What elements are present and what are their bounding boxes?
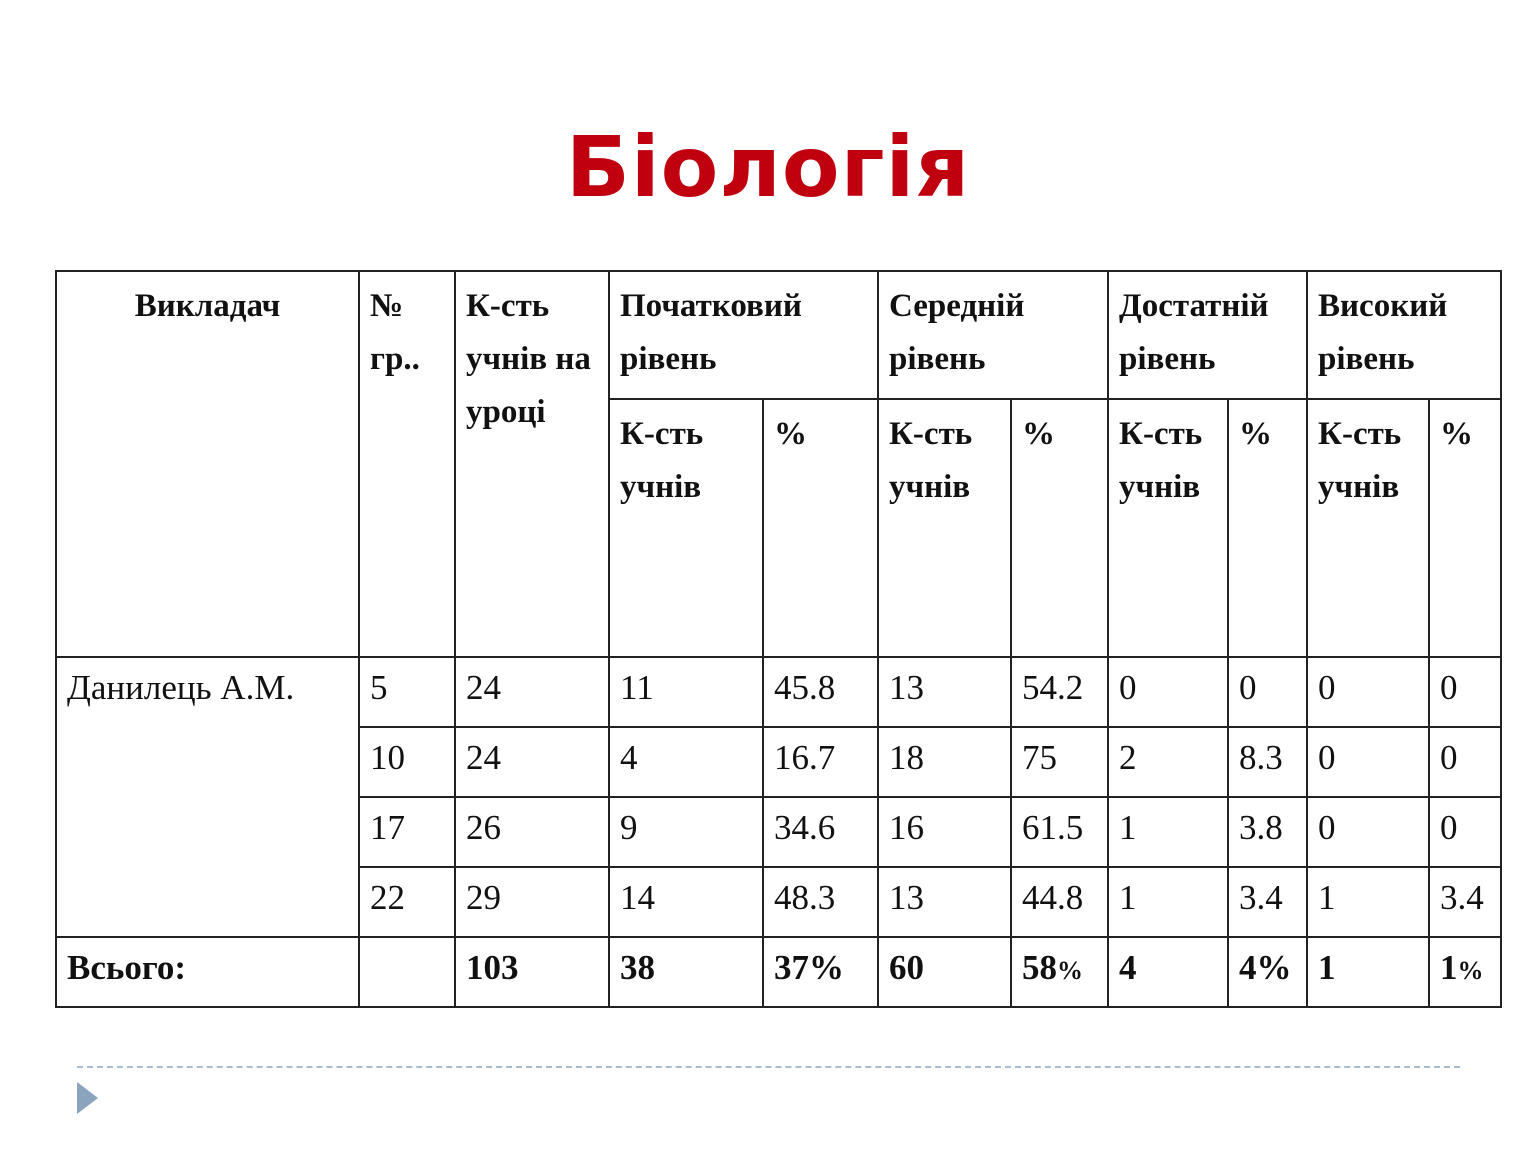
total-label: Всього:	[56, 937, 359, 1007]
value-cell: 16	[878, 797, 1011, 867]
value-cell: 13	[878, 657, 1011, 727]
value-cell: 9	[609, 797, 763, 867]
total-value: 58	[1022, 948, 1057, 987]
total-pct-sign: %	[1057, 956, 1083, 985]
value-cell: 54.2	[1011, 657, 1108, 727]
total-group-cell	[359, 937, 455, 1007]
group-cell: 5	[359, 657, 455, 727]
value-cell: 2	[1108, 727, 1228, 797]
header-group: № гр..	[359, 271, 455, 657]
value-cell: 1	[1108, 867, 1228, 937]
value-cell: 0	[1307, 797, 1429, 867]
value-cell: 0	[1429, 797, 1501, 867]
total-cell	[1429, 937, 1501, 1007]
header-level-sufficient: Достатній рівень	[1108, 271, 1307, 399]
value-cell: 0	[1429, 657, 1501, 727]
value-cell: 0	[1108, 657, 1228, 727]
total-cell: 60	[878, 937, 1011, 1007]
value-cell: 48.3	[763, 867, 878, 937]
value-cell: 0	[1228, 657, 1307, 727]
subheader-count: К-сть учнів	[878, 399, 1011, 657]
subheader-pct: %	[1011, 399, 1108, 657]
total-cell: 4%	[1228, 937, 1307, 1007]
students-cell: 24	[455, 657, 609, 727]
group-cell: 10	[359, 727, 455, 797]
total-students: 103	[455, 937, 609, 1007]
header-level-high: Високий рівень	[1307, 271, 1501, 399]
total-cell: 38	[609, 937, 763, 1007]
students-cell: 24	[455, 727, 609, 797]
total-row	[56, 937, 1501, 1007]
value-cell: 0	[1307, 657, 1429, 727]
value-cell: 61.5	[1011, 797, 1108, 867]
subheader-pct: %	[1429, 399, 1501, 657]
subheader-count: К-сть учнів	[1108, 399, 1228, 657]
value-cell: 4	[609, 727, 763, 797]
value-cell: 16.7	[763, 727, 878, 797]
value-cell: 44.8	[1011, 867, 1108, 937]
slide-title: Біологія	[565, 118, 971, 216]
value-cell: 34.6	[763, 797, 878, 867]
triangle-bullet-icon	[77, 1082, 98, 1114]
value-cell: 0	[1307, 727, 1429, 797]
value-cell: 1	[1108, 797, 1228, 867]
value-cell: 3.4	[1429, 867, 1501, 937]
total-cell: 1	[1307, 937, 1429, 1007]
value-cell: 75	[1011, 727, 1108, 797]
total-cell: 37%	[763, 937, 878, 1007]
biology-stats-table	[55, 270, 1502, 1008]
value-cell: 8.3	[1228, 727, 1307, 797]
total-cell	[1011, 937, 1108, 1007]
value-cell: 45.8	[763, 657, 878, 727]
subheader-count: К-сть учнів	[609, 399, 763, 657]
group-cell: 22	[359, 867, 455, 937]
value-cell: 3.4	[1228, 867, 1307, 937]
header-level-initial: Початковий рівень	[609, 271, 878, 399]
value-cell: 11	[609, 657, 763, 727]
value-cell: 0	[1429, 727, 1501, 797]
subheader-pct: %	[763, 399, 878, 657]
value-cell: 18	[878, 727, 1011, 797]
subheader-pct: %	[1228, 399, 1307, 657]
total-cell: 4	[1108, 937, 1228, 1007]
teacher-name: Данилець А.М.	[56, 657, 359, 937]
footer-divider	[77, 1066, 1460, 1068]
group-cell: 17	[359, 797, 455, 867]
subheader-count: К-сть учнів	[1307, 399, 1429, 657]
students-cell: 29	[455, 867, 609, 937]
value-cell: 3.8	[1228, 797, 1307, 867]
students-cell: 26	[455, 797, 609, 867]
header-level-medium: Середній рівень	[878, 271, 1108, 399]
value-cell: 14	[609, 867, 763, 937]
header-students: К-сть учнів на уроці	[455, 271, 609, 657]
total-value: 1	[1440, 948, 1458, 987]
value-cell: 1	[1307, 867, 1429, 937]
value-cell: 13	[878, 867, 1011, 937]
header-teacher: Викладач	[56, 271, 359, 657]
total-pct-sign: %	[1457, 956, 1484, 985]
table-row	[56, 657, 1501, 727]
